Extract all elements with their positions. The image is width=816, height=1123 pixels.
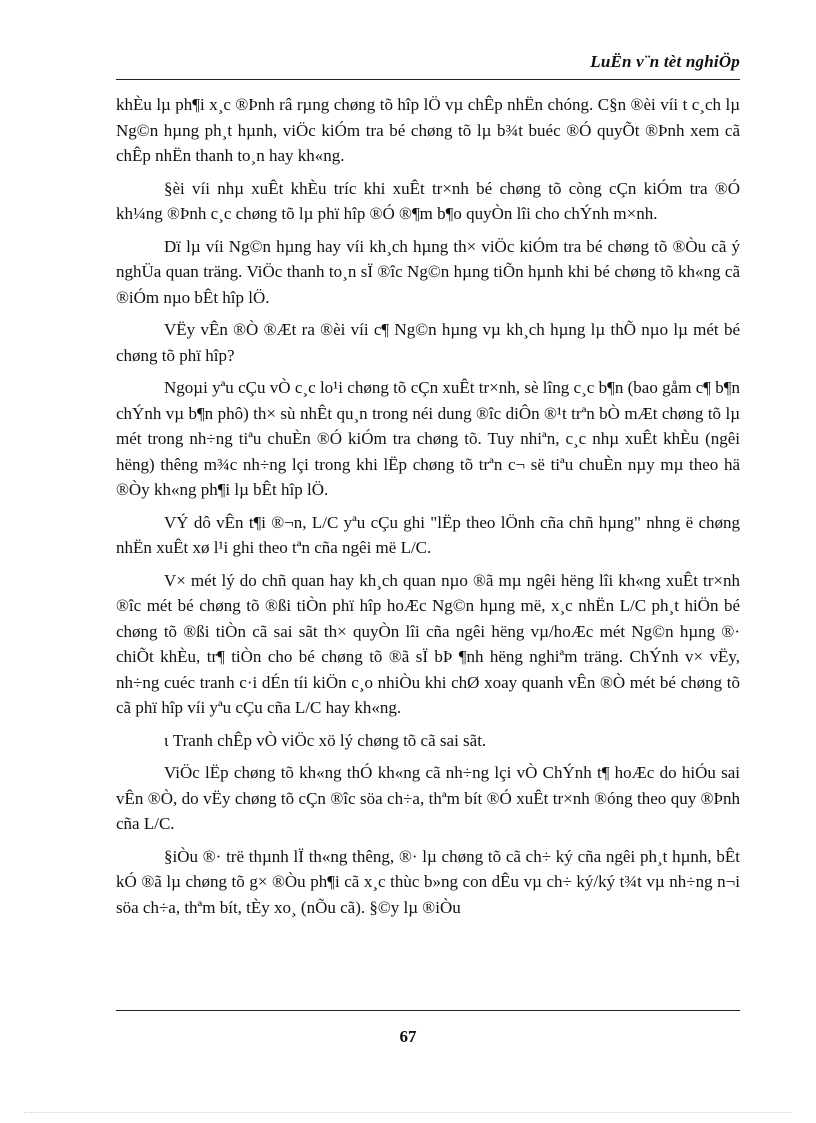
running-header-title: LuËn v¨n tèt nghiÖp: [590, 52, 740, 71]
bullet-heading: ι Tranh chÊp vÒ viÖc xö lý chøng tõ cã sai sãt.: [164, 730, 487, 750]
page-edge-divider: [24, 1112, 792, 1113]
paragraph: khÈu lµ ph¶i x¸c ®Þnh râ rµng chøng tõ hîp lÖ vµ chÊp nhËn chóng. C§n ®èi víi t c¸ch lµ Ng©n hµng ph¸t hµnh, viÖc kiÓm tra bé chøng tõ lµ b¾t buéc ®Ó quyÕt ®Þnh xem cã chÊp nhËn thanh to¸n hay kh«ng.: [116, 95, 740, 165]
paragraph: §èi víi nhµ xuÊt khÈu tríc khi xuÊt tr×nh bé chøng tõ còng cÇn kiÓm tra ®Ó kh¼ng ®Þnh c¸c chøng tõ lµ phï hîp ®Ó ®¶m b¶o quyÒn lîi cho chÝnh m×nh.: [116, 178, 740, 223]
page-number: 67: [399, 1027, 417, 1046]
paragraph: VËy vÊn ®Ò ®Æt ra ®èi víi c¶ Ng©n hµng vµ kh¸ch hµng lµ thÕ nµo lµ mét bé chøng tõ phï hîp?: [116, 320, 740, 365]
paragraph: Dï lµ víi Ng©n hµng hay víi kh¸ch hµng th× viÖc kiÓm tra bé chøng tõ ®Òu cã ý nghÜa quan träng. ViÖc thanh to¸n sÏ ®îc Ng©n hµng tiÕn hµnh khi bé chøng tõ kh«ng cã ®iÓm nµo bÊt hîp lÖ.: [116, 236, 740, 307]
paragraph: Ngoµi yªu cÇu vÒ c¸c lo¹i chøng tõ cÇn xuÊt tr×nh, sè lîng c¸c b¶n (bao gåm c¶ b¶n chÝnh vµ b¶n phô) th× sù nhÊt qu¸n trong néi dung ®îc diÔn ®¹t trªn bÒ mÆt chøng tõ lµ mét trong nh÷ng tiªu chuÈn ®Ó kiÓm tra chøng tõ. Tuy nhiªn, c¸c nhµ xuÊt khÈu (ngêi hëng) thêng m¾c nh÷ng lçi trong khi lËp chøng tõ trªn c¬ së tiªu chuÈn nµy mµ theo hä ®Òy kh«ng ph¶i lµ bÊt hîp lÖ.: [116, 378, 740, 499]
paragraph: VÝ dô vÊn t¶i ®¬n, L/C yªu cÇu ghi "lËp theo lÖnh cña chñ hµng" nhng ë chøng nhËn xuÊt xø l¹i ghi theo tªn cña ngêi më L/C.: [116, 512, 740, 557]
paragraph: §iÒu ®· trë thµnh lÏ th«ng thêng, ®· lµ chøng tõ cã ch÷ ký cña ngêi ph¸t hµnh, bÊt kÓ ®ã lµ chøng tõ g× ®Òu ph¶i cã x¸c thùc b»ng con dÊu vµ ch÷ ký/ký t¾t vµ nh÷ng n¬i söa ch÷a, thªm bít, tÈy xo¸ (nÕu cã). §©y lµ ®iÒu: [116, 846, 740, 917]
footer-rule: [116, 1010, 740, 1011]
page-body: [116, 92, 740, 927]
paragraph: ViÖc lËp chøng tõ kh«ng thÓ kh«ng cã nh÷ng lçi vÒ ChÝnh t¶ hoÆc do hiÓu sai vÊn ®Ò, do vËy chøng tõ cÇn ®îc söa ch÷a, thªm bít ®Ó xuÊt tr×nh ®óng theo quy ®Þnh cña L/C.: [116, 763, 740, 833]
paragraph: V× mét lý do chñ quan hay kh¸ch quan nµo ®ã mµ ngêi hëng lîi kh«ng xuÊt tr×nh ®îc mét bé chøng tõ ®ßi tiÒn phï hîp hoÆc Ng©n hµng më, x¸c nhËn L/C ph¸t hiÖn bé chøng tõ ®ßi tiÒn cã sai sãt th× quyÒn lîi cña ngêi hëng vµ/hoÆc mét Ng©n hµng ®· chiÕt khÈu, tr¶ tiÒn cho bé chøng tõ ®ã sÏ bÞ ¶nh hëng nghiªm träng. ChÝnh v× vËy, nh÷ng cuéc tranh c·i dÉn tíi kiÖn c¸o nhiÒu khi chØ xoay quanh vÊn ®Ò mét bé chøng tõ cã phï hîp víi yªu cÇu cña L/C hay kh«ng.: [116, 570, 740, 717]
header-rule: [116, 79, 740, 80]
